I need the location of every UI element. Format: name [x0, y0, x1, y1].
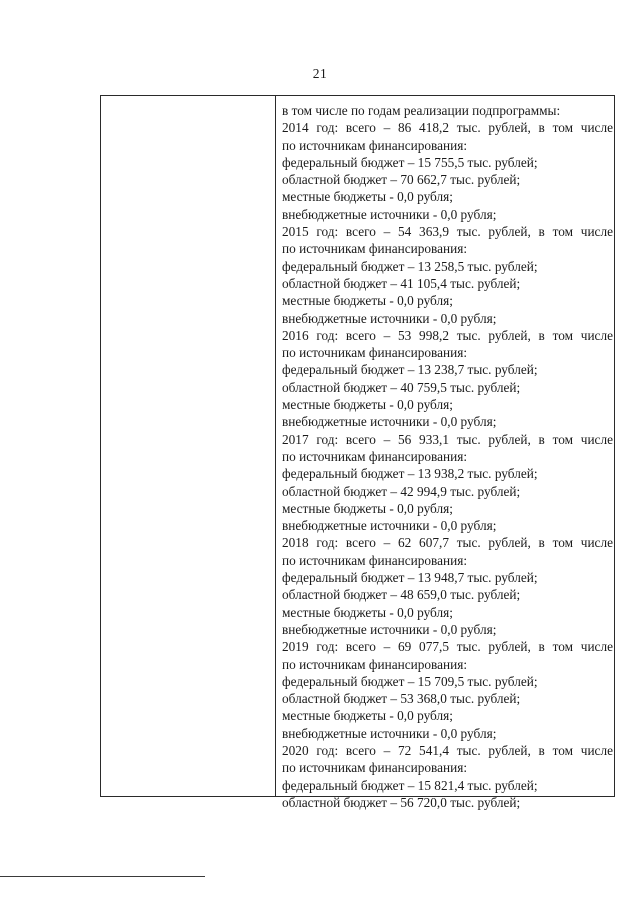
table-right-cell [282, 102, 614, 811]
funding-line: федеральный бюджет – 13 948,7 тыс. рублей; [282, 570, 538, 586]
funding-line: внебюджетные источники - 0,0 рубля; [282, 206, 497, 222]
funding-line: федеральный бюджет – 15 709,5 тыс. рублей; [282, 673, 538, 689]
funding-line: 2017 год: всего – 56 933,1 тыс. рублей, в том числе [282, 431, 613, 447]
funding-line: внебюджетные источники - 0,0 рубля; [282, 414, 497, 430]
funding-line: местные бюджеты - 0,0 рубля; [282, 708, 453, 724]
funding-line: федеральный бюджет – 13 258,5 тыс. рублей; [282, 258, 538, 274]
funding-line: по источникам финансирования: [282, 241, 468, 257]
funding-line: 2016 год: всего – 53 998,2 тыс. рублей, в том числе [282, 327, 613, 343]
funding-line: областной бюджет – 70 662,7 тыс. рублей; [282, 172, 521, 188]
funding-line: областной бюджет – 53 368,0 тыс. рублей; [282, 691, 521, 707]
funding-line: федеральный бюджет – 15 821,4 тыс. рублей; [282, 777, 538, 793]
funding-line: областной бюджет – 56 720,0 тыс. рублей; [282, 794, 521, 810]
funding-line: 2015 год: всего – 54 363,9 тыс. рублей, в том числе [282, 224, 613, 240]
funding-line: по источникам финансирования: [282, 760, 468, 776]
funding-line: местные бюджеты - 0,0 рубля; [282, 500, 453, 516]
funding-line: 2014 год: всего – 86 418,2 тыс. рублей, в том числе [282, 120, 613, 136]
funding-line: в том числе по годам реализации подпрограммы: [282, 103, 561, 118]
funding-line: местные бюджеты - 0,0 рубля; [282, 397, 453, 413]
funding-line: федеральный бюджет – 13 938,2 тыс. рублей; [282, 466, 538, 482]
funding-line: по источникам финансирования: [282, 448, 468, 464]
funding-line: областной бюджет – 41 105,4 тыс. рублей; [282, 275, 521, 291]
funding-line: местные бюджеты - 0,0 рубля; [282, 293, 453, 309]
page-number: 21 [312, 66, 328, 81]
funding-table [100, 95, 615, 810]
funding-line: по источникам финансирования: [282, 656, 468, 672]
funding-line: по источникам финансирования: [282, 345, 468, 361]
funding-line: областной бюджет – 48 659,0 тыс. рублей; [282, 587, 521, 603]
funding-line: 2018 год: всего – 62 607,7 тыс. рублей, в том числе [282, 535, 613, 551]
funding-line: внебюджетные источники - 0,0 рубля; [282, 518, 497, 534]
funding-line: федеральный бюджет – 13 238,7 тыс. рублей; [282, 362, 538, 378]
funding-line: областной бюджет – 40 759,5 тыс. рублей; [282, 379, 521, 395]
funding-line: 2019 год: всего – 69 077,5 тыс. рублей, в том числе [282, 639, 613, 655]
funding-line: местные бюджеты - 0,0 рубля; [282, 604, 453, 620]
funding-line: внебюджетные источники - 0,0 рубля; [282, 621, 497, 637]
funding-line: федеральный бюджет – 15 755,5 тыс. рублей; [282, 154, 538, 170]
funding-line: внебюджетные источники - 0,0 рубля; [282, 310, 497, 326]
funding-line: 2020 год: всего – 72 541,4 тыс. рублей, в том числе [282, 742, 613, 758]
footnote-divider [0, 876, 205, 877]
funding-line: областной бюджет – 42 994,9 тыс. рублей; [282, 483, 521, 499]
funding-line: по источникам финансирования: [282, 137, 468, 153]
table-left-cell [101, 96, 276, 796]
funding-line: по источникам финансирования: [282, 552, 468, 568]
funding-line: внебюджетные источники - 0,0 рубля; [282, 725, 497, 741]
funding-line: местные бюджеты - 0,0 рубля; [282, 189, 453, 205]
